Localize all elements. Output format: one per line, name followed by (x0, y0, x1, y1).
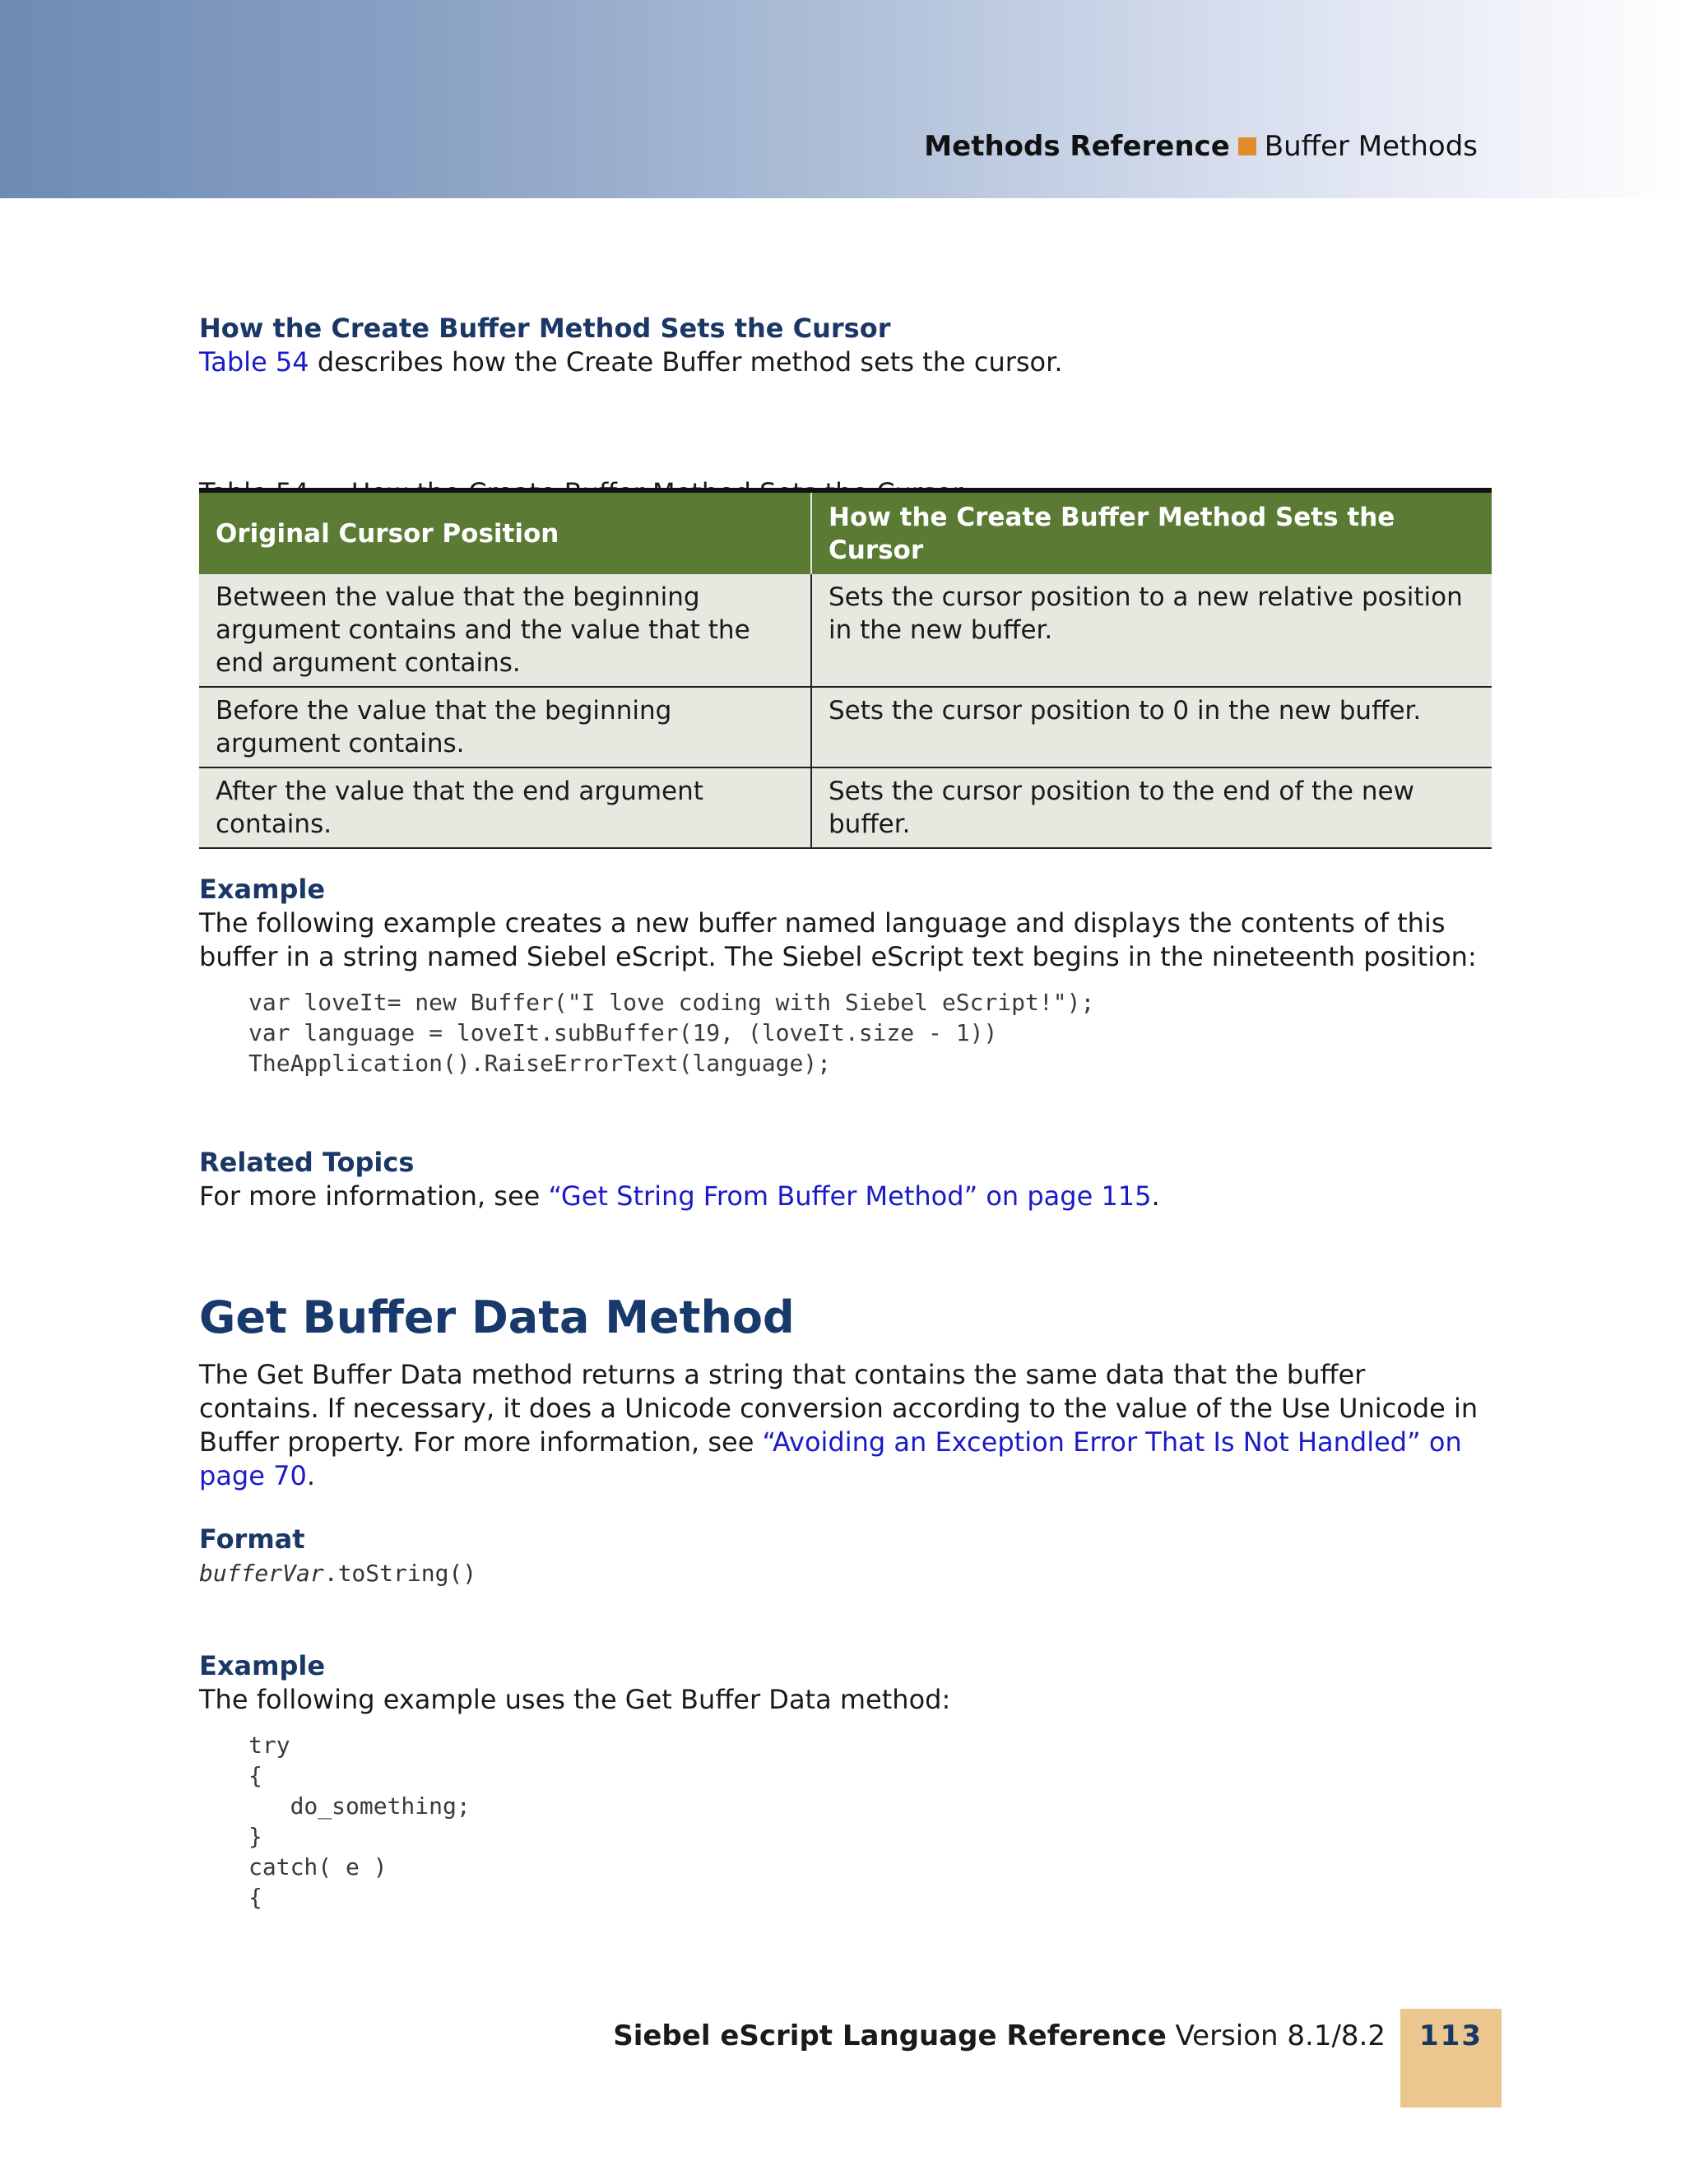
example2-text: The following example uses the Get Buffer Data method: (199, 1684, 951, 1715)
table-header-cell: Original Cursor Position (199, 490, 811, 574)
example1-heading: Example (199, 874, 326, 905)
example2-section (199, 1650, 1491, 1913)
footer (613, 2019, 1386, 2052)
running-header (924, 130, 1478, 163)
cursor-section (199, 313, 1491, 379)
header-square-icon (1238, 137, 1256, 155)
table-cell: Sets the cursor position to 0 in the new buffer. (811, 687, 1492, 767)
table-row (199, 574, 1492, 687)
format-var: bufferVar (199, 1560, 324, 1587)
header-subsection: Buffer Methods (1264, 130, 1478, 163)
cursor-intro (199, 345, 1491, 379)
table-row (199, 687, 1492, 767)
table-cell: After the value that the end argument contains. (199, 767, 811, 848)
example1-text: The following example creates a new buffer named language and displays the contents of this buffer in a string named Siebel eScript. The Siebel eScript text begins in the nineteenth position: (199, 907, 1477, 972)
get-string-link[interactable]: “Get String From Buffer Method” on page 115 (548, 1180, 1152, 1212)
format-heading: Format (199, 1523, 305, 1555)
footer-doc-title: Siebel eScript Language Reference (613, 2019, 1167, 2052)
header-band (0, 0, 1685, 198)
footer-version: Version 8.1/8.2 (1166, 2019, 1386, 2052)
page-number-box (1400, 2009, 1502, 2107)
page-number: 113 (1419, 2019, 1483, 2052)
table-cell: Sets the cursor position to a new relative position in the new buffer. (811, 574, 1492, 687)
related-text (199, 1180, 1491, 1213)
example2-code: try { do_something; } catch( e ) { (248, 1732, 471, 1911)
related-text-after: . (1151, 1180, 1160, 1212)
format-method: .toString() (323, 1560, 477, 1587)
get-buffer-title: Get Buffer Data Method (199, 1291, 795, 1343)
table-header-cell: How the Create Buffer Method Sets the Cursor (811, 490, 1492, 574)
example1-code: var loveIt= new Buffer("I love coding with Siebel eScript!"); var language = loveIt.subBuffer(19, (loveIt.size - 1)) TheApplication().RaiseErrorText(language); (248, 989, 1095, 1077)
table-cell: Sets the cursor position to the end of the new buffer. (811, 767, 1492, 848)
header-section: Methods Reference (924, 130, 1230, 163)
cursor-table (199, 488, 1492, 849)
related-text-before: For more information, see (199, 1180, 549, 1212)
cursor-intro-text: describes how the Create Buffer method sets the cursor. (309, 346, 1063, 378)
cursor-heading: How the Create Buffer Method Sets the Cursor (199, 313, 891, 344)
get-buffer-text-after: . (306, 1460, 315, 1491)
avoiding-exception-link[interactable]: “Avoiding an Exception Error That Is Not Handled” on page 70 (199, 1426, 1462, 1491)
format-line (199, 1560, 1491, 1587)
table-cell: Before the value that the beginning argument contains. (199, 687, 811, 767)
related-section (199, 1147, 1491, 1213)
table-header-row (199, 490, 1492, 574)
get-buffer-section (199, 1291, 1491, 1493)
table-54-link[interactable]: Table 54 (199, 346, 309, 378)
table-row (199, 767, 1492, 848)
related-heading: Related Topics (199, 1147, 415, 1178)
get-buffer-text (199, 1358, 1491, 1493)
format-section (199, 1523, 1491, 1587)
example1-section (199, 874, 1491, 1078)
table-cell: Between the value that the beginning argument contains and the value that the end argument contains. (199, 574, 811, 687)
get-buffer-text-before: The Get Buffer Data method returns a string that contains the same data that the buffer contains. If necessary, it does a Unicode conversion according to the value of the Use Unicode in Buffer property. For more information, see (199, 1359, 1478, 1458)
example2-heading: Example (199, 1650, 326, 1681)
